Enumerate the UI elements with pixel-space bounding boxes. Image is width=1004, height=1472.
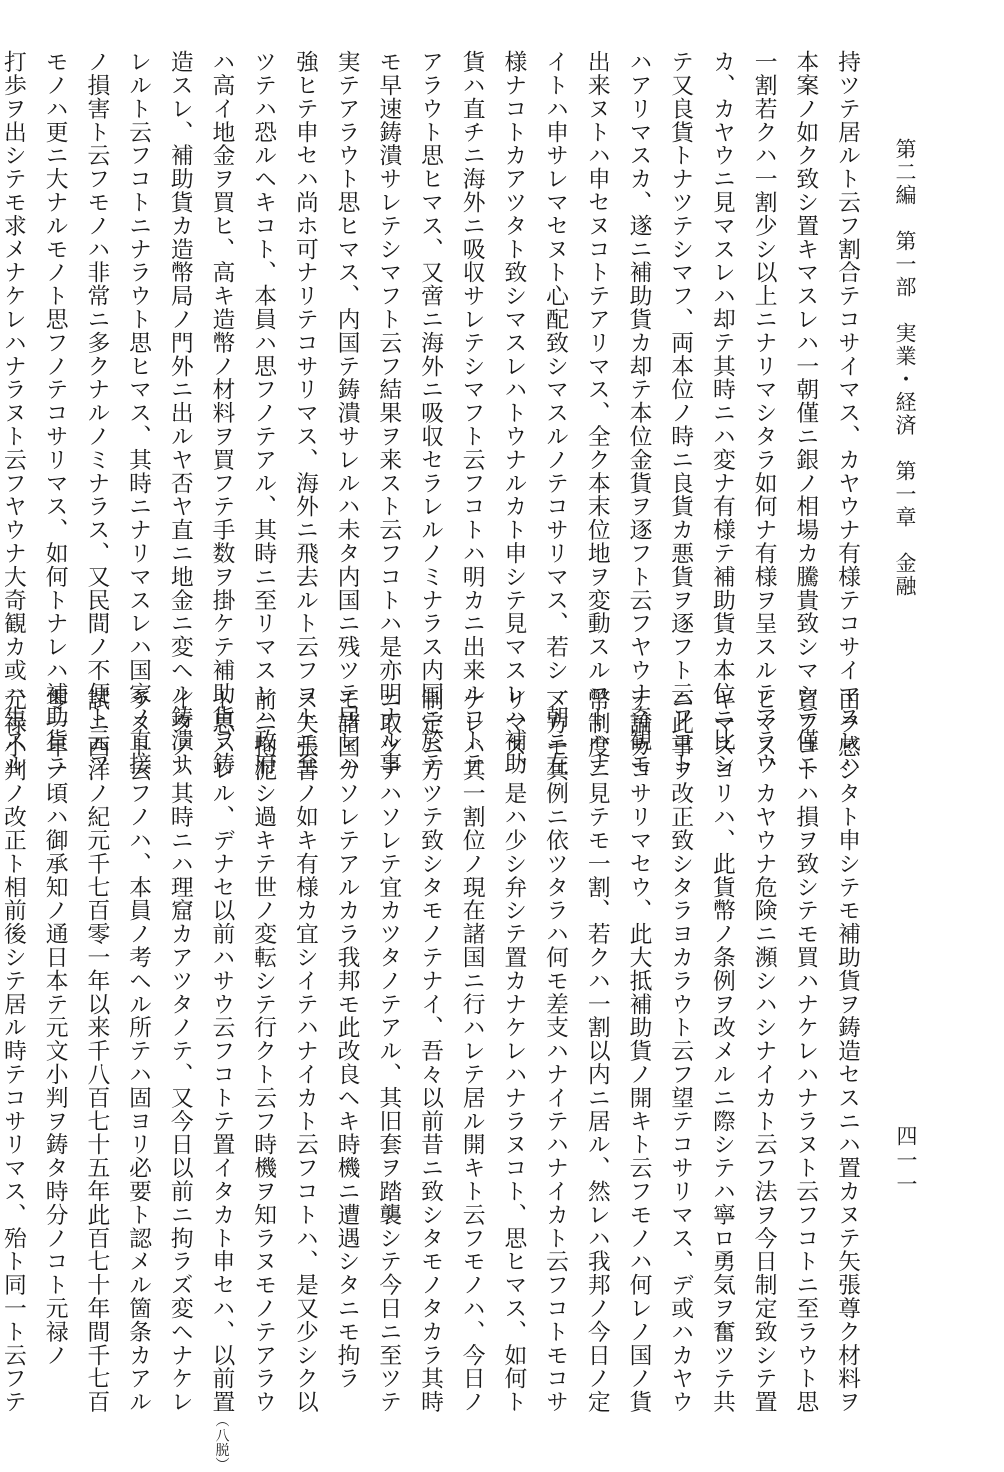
text-column: リマス、是ハ少シ弁シテ置カナケレハナラヌコト、思ヒマス、如何ト (500, 688, 527, 1414)
text-column: 様ナコトカアツタト致シマスレハトウナルカト申シテ見マスレハ補助 (500, 50, 527, 776)
text-column: 造スレ、補助貨カ造幣局ノ門外ニ出ルヤ否ヤ直ニ地金ニ変ヘル鋳潰サ (166, 50, 193, 776)
text-column: 持ツテ居ルト云フ割合テコサイマス、カヤウナ有様テコサイマスレハ (834, 50, 860, 776)
text-column: 実テアラウト思ヒマス、内国テ鋳潰サレルハ未タ内国ニ残ツテ居レハ (333, 50, 360, 776)
text-column: 出来ヌトハ申セヌコトテアリマス、全ク本末位地ヲ変動スルコトハナ (583, 50, 610, 776)
text-column: メ方モ其例ニ依ツタラハ何モ差支ハナイテハナイカト云フコトモコサ (542, 688, 569, 1414)
text-column: 由ヲ感シタト申シテモ補助貨ヲ鋳造セスニハ置カヌテ矢張尊ク材料ヲ (834, 688, 860, 1414)
text-column: 前ニ拘泥シ過キテ世ノ変転シテ行クト云フ時機ヲ知ラヌモノテアラウ (250, 688, 277, 1414)
lower-text-block (0, 688, 867, 1472)
text-column: ラヌト云フノハ、本員ノ考ヘル所テハ固ヨリ必要ト認メル箇条カアル (125, 688, 152, 1414)
text-column: アラウト思ヒマス、又啻ニ海外ニ吸収セラレルノミナラス内国ニ於テ (416, 50, 443, 776)
text-column: ニ取ツテハソレテ宜カツタノテアル、其旧套ヲ踏襲シテ今日ニ至ツテ (375, 688, 402, 1414)
text-column: 制定ニ方ツテ致シタモノテナイ、吾々以前昔ニ致シタモノタカラ其時 (416, 688, 443, 1414)
text-column: 強ヒテ申セハ尚ホ可ナリテコサリマス、海外ニ飛去ルト云フコトニ至 (291, 50, 318, 776)
text-column: キマスヨリハ、此貨幣ノ条例ヲ改メルニ際シテハ寧ロ勇気ヲ奮ツテ共 (708, 688, 735, 1414)
text-column: モ諸国カソレテアルカラ我邦モ此改良ヘキ時機ニ遭遇シタニモ拘ラ (333, 688, 360, 1390)
text-column-body: ト思ハレル、デナセ以前ハサウ云フコトテ置イタカト申セハ、以前置 (208, 688, 235, 1414)
inline-note: （八脱） (213, 1413, 230, 1472)
upper-text-block (0, 50, 867, 776)
text-column: ツテハ恐ルヘキコト、本員ハ思フノテアル、其時ニ至リマスレハ政府 (250, 50, 277, 776)
text-column: イトハ申サレマセヌト心配致シマスルノテコサリマス、若シ一朝ニ左 (542, 50, 569, 776)
text-column: モノハ更ニ大ナルモノト思フノテコサリマス、如何トナレハ補助貨ニ (41, 50, 68, 776)
text-column: モ早速鋳潰サレテシマフト云フ結果ヲ来スト云フコトハ是亦明ナル事 (375, 50, 402, 776)
text-column: ハアリマスカ、遂ニ補助貨カ却テ本位金貨ヲ逐フト云フヤウナ奇観モ (625, 50, 652, 776)
text-column: ハ高イ地金ヲ買ヒ、高キ造幣ノ材料ヲ買フテ手数ヲ掛ケテ補助貨ヲ鋳 (208, 50, 235, 776)
text-column: 打歩ヲ出シテモ求メナケレハナラヌト云フヤウナ大奇観カ或ハ生スル (0, 50, 26, 776)
text-column: 幣制度ニ見テモ一割、若クハ一割以内ニ居ル、然レハ我邦ノ今日ノ定 (583, 688, 610, 1414)
page-number: 四一一 (894, 1125, 918, 1197)
text-column: 一割若クハ一割少シ以上ニナリマシタラ如何ナ有様ヲ呈スルテアラウ (750, 50, 777, 776)
text-column: ヒマス、カヤウナ危険ニ瀕シハシナイカト云フ法ヲ今日制定致シテ置 (750, 688, 777, 1414)
text-column: ノ損害ト云フモノハ非常ニ多クナルノミナラス、又民間ノ不便ト云フ (83, 50, 110, 776)
text-column: 貨ハ直チニ海外ニ吸収サレテシマフト云フコトハ明カニ出来ルコトテ (458, 50, 485, 776)
text-column: 零一年ノ頃ハ御承知ノ通日本テ元文小判ヲ鋳タ時分ノコト元禄ノ (41, 688, 68, 1367)
text-column: レルト云フコトニナラウト思ヒマス、其時ニナリマスレハ国家ノ直接 (125, 50, 152, 776)
text-column (200, 688, 242, 1472)
text-column: ナレハ其一割位ノ現在諸国ニ行ハレテ居ル開キト云フモノハ、今日ノ (458, 688, 485, 1414)
text-column: 買フコトハ損ヲ致シテモ買ハナケレハナラヌト云フコトニ至ラウト思 (792, 688, 819, 1414)
text-column: イタノハ其時ニハ理窟カアツタノテ、又今日以前ニ拘ラズ変ヘナケレ (166, 688, 193, 1414)
running-head: 第二編 第一部 実業・経済 第一章 金融 (893, 138, 917, 598)
text-column: 本案ノ如ク致シ置キマスレハ一朝僅ニ銀ノ相場カ騰貴致シマシテ僅ニ (792, 50, 819, 776)
text-column: ニ此事ヲ改正致シタラヨカラウト云フ望テコサリマス、デ或ハカヤウ (667, 688, 694, 1414)
text-column: テ又良貨トナツテシマフ、両本位ノ時ニ良貨カ悪貨ヲ逐フト云フコト (667, 50, 694, 776)
text-column: ス矢張昔ノ如キ有様カ宜シイテハナイカト云フコトハ、是又少シク以 (291, 688, 318, 1414)
text-column: 元禄小判ノ改正ト相前後シテ居ル時テコサリマス、殆ト同一ト云フテ (0, 688, 26, 1414)
text-column: カ、カヤウニ見マスレハ却テ其時ニハ変ナ有様テ補助貨カ本位ニ比シ (708, 50, 735, 776)
text-column: 試ニ西洋ノ紀元千七百零一年以来千八百七十五年此百七十年間千七百 (83, 688, 110, 1414)
text-column: ナ論カコサリマセウ、此大抵補助貨ノ開キト云フモノハ何レノ国ノ貨 (625, 688, 652, 1414)
